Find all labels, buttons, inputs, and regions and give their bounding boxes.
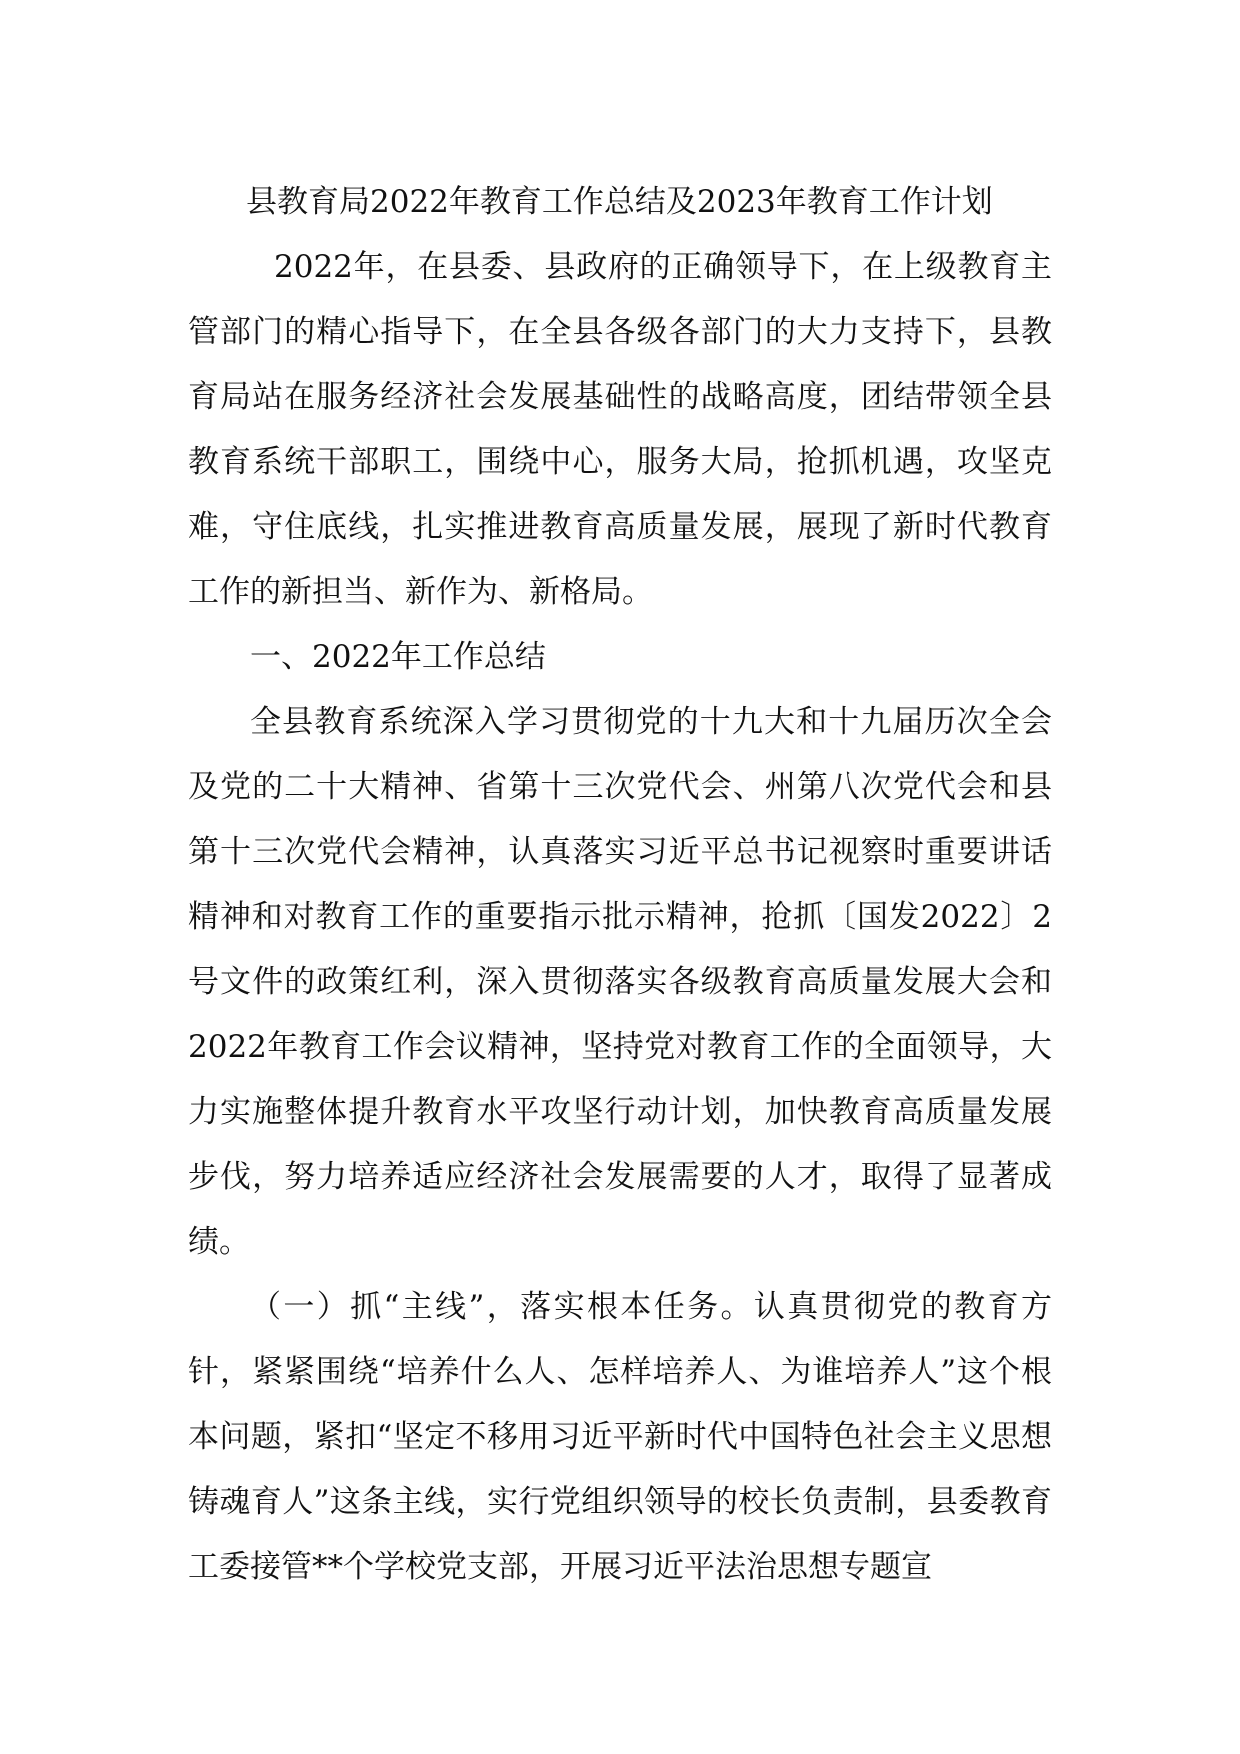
document-title: 县教育局2022年教育工作总结及2023年教育工作计划: [246, 184, 993, 220]
document-body: [188, 170, 1052, 1600]
subsection-1-paragraph: （一）抓“主线”，落实根本任务。认真贯彻党的教育方针，紧紧围绕“培养什么人、怎样培养人、为谁培养人”这个根本问题，紧扣“坚定不移用习近平新时代中国特色社会主义思想铸魂育人”这条主线，实行党组织领导的校长负责制，县委教育工委接管**个学校党支部，开展习近平法治思想专题宣: [188, 1289, 1052, 1585]
section-1-paragraph: 全县教育系统深入学习贯彻党的十九大和十九届历次全会及党的二十大精神、省第十三次党代会、州第八次党代会和县第十三次党代会精神，认真落实习近平总书记视察时重要讲话精神和对教育工作的重要指示批示精神，抢抓〔国发2022〕2号文件的政策红利，深入贯彻落实各级教育高质量发展大会和2022年教育工作会议精神，坚持党对教育工作的全面领导，大力实施整体提升教育水平攻坚行动计划，加快教育高质量发展步伐，努力培养适应经济社会发展需要的人才，取得了显著成绩。: [188, 704, 1052, 1260]
intro-paragraph: 2022年，在县委、县政府的正确领导下，在上级教育主管部门的精心指导下，在全县各级各部门的大力支持下，县教育局站在服务经济社会发展基础性的战略高度，团结带领全县教育系统干部职工，围绕中心，服务大局，抢抓机遇，攻坚克难，守住底线，扎实推进教育高质量发展，展现了新时代教育工作的新担当、新作为、新格局。: [188, 249, 1052, 610]
section-1-heading: 一、2022年工作总结: [250, 639, 546, 675]
